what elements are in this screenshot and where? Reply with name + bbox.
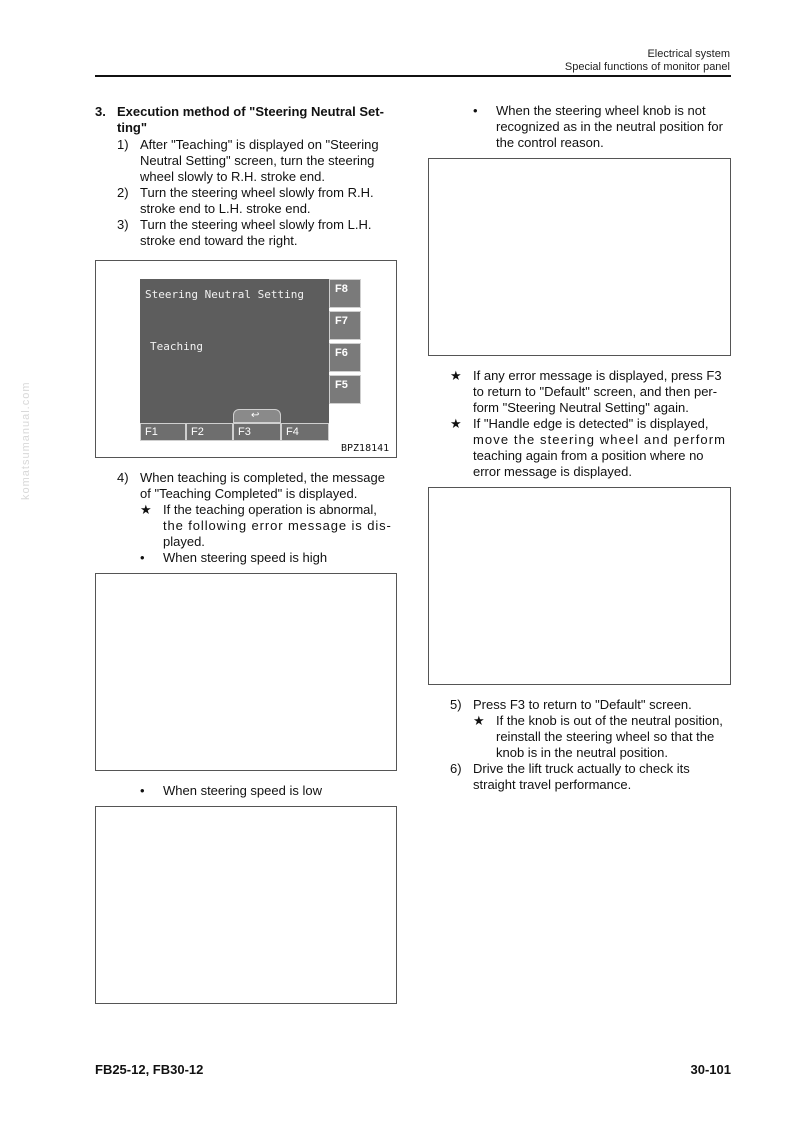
step-1-line3: wheel slowly to R.H. stroke end. [140,169,325,184]
step-2-number: 2) [117,185,129,200]
f5-key[interactable]: F5 [329,375,361,404]
f2-key[interactable]: F2 [186,423,233,441]
note-2-line1: If "Handle edge is detected" is displayed, [473,416,709,431]
note-1-line3: form "Steering Neutral Setting" again. [473,400,689,415]
section-title-line2: ting" [117,120,147,135]
step-5-note-line2: reinstall the steering wheel so that the [496,729,715,744]
step-3-line1: Turn the steering wheel slowly from L.H. [140,217,372,232]
star-icon: ★ [450,368,462,383]
f1-key[interactable]: F1 [140,423,186,441]
step-6-line1: Drive the lift truck actually to check its [473,761,690,776]
bullet-icon: • [140,550,145,565]
knob-bullet-line3: the control reason. [496,135,604,150]
footer-page-number: 30-101 [690,1062,731,1077]
bullet-high-speed: When steering speed is high [163,550,328,565]
watermark: komatsumanual.com [20,381,32,500]
f4-key[interactable]: F4 [281,423,329,441]
step-2-line2: stroke end to L.H. stroke end. [140,201,311,216]
step-5-note-line1: If the knob is out of the neutral position, [496,713,723,728]
error-image-knob [428,158,731,356]
note-2-line2: move the steering wheel and perform [473,432,727,447]
knob-bullet-line1: When the steering wheel knob is not [496,103,706,118]
step-4-number: 4) [117,470,129,485]
header-chapter: Electrical system [647,48,730,60]
section-number: 3. [95,104,106,119]
step-5-number: 5) [450,697,462,712]
footer-model: FB25-12, FB30-12 [95,1062,204,1077]
monitor-screen-title: Steering Neutral Setting [145,288,304,301]
step-4-note-line1: If the teaching operation is abnormal, [163,502,377,517]
monitor-status-text: Teaching [150,340,203,353]
note-2-line4: error message is displayed. [473,464,632,479]
step-1-line1: After "Teaching" is displayed on "Steering [140,137,379,152]
step-4-note-line2: the following error message is dis- [163,518,392,533]
step-5-text: Press F3 to return to "Default" screen. [473,697,692,712]
f7-key[interactable]: F7 [329,311,361,340]
step-1-line2: Neutral Setting" screen, turn the steering [140,153,375,168]
error-image-high-speed [95,573,397,771]
section-title-line1: Execution method of "Steering Neutral Set- [117,104,384,119]
step-4-note-line3: played. [163,534,205,549]
f8-key[interactable]: F8 [329,279,361,308]
knob-bullet-line2: recognized as in the neutral position for [496,119,723,134]
error-image-handle-edge [428,487,731,685]
header-section: Special functions of monitor panel [564,61,730,73]
step-6-line2: straight travel performance. [473,777,632,792]
bullet-icon: • [140,783,145,798]
bullet-low-speed: When steering speed is low [163,783,322,798]
error-image-low-speed [95,806,397,1004]
step-6-number: 6) [450,761,462,776]
star-icon: ★ [140,502,152,517]
note-2-line3: teaching again from a position where no [473,448,704,463]
step-5-note-line3: knob is in the neutral position. [496,745,668,760]
f6-key[interactable]: F6 [329,343,361,372]
step-3-number: 3) [117,217,129,232]
step-4-line2: of "Teaching Completed" is displayed. [140,486,358,501]
step-1-number: 1) [117,137,129,152]
star-icon: ★ [473,713,485,728]
return-icon: ↩ [251,410,260,421]
step-4-line1: When teaching is completed, the message [140,470,385,485]
figure-code: BPZ18141 [341,443,390,454]
header-rule [95,75,731,77]
star-icon: ★ [450,416,462,431]
note-1-line1: If any error message is displayed, press F3 [473,368,722,383]
bullet-icon: • [473,103,478,118]
step-3-line2: stroke end toward the right. [140,233,298,248]
step-2-line1: Turn the steering wheel slowly from R.H. [140,185,374,200]
f3-key[interactable]: F3 [233,423,281,441]
note-1-line2: to return to "Default" screen, and then per- [473,384,718,399]
